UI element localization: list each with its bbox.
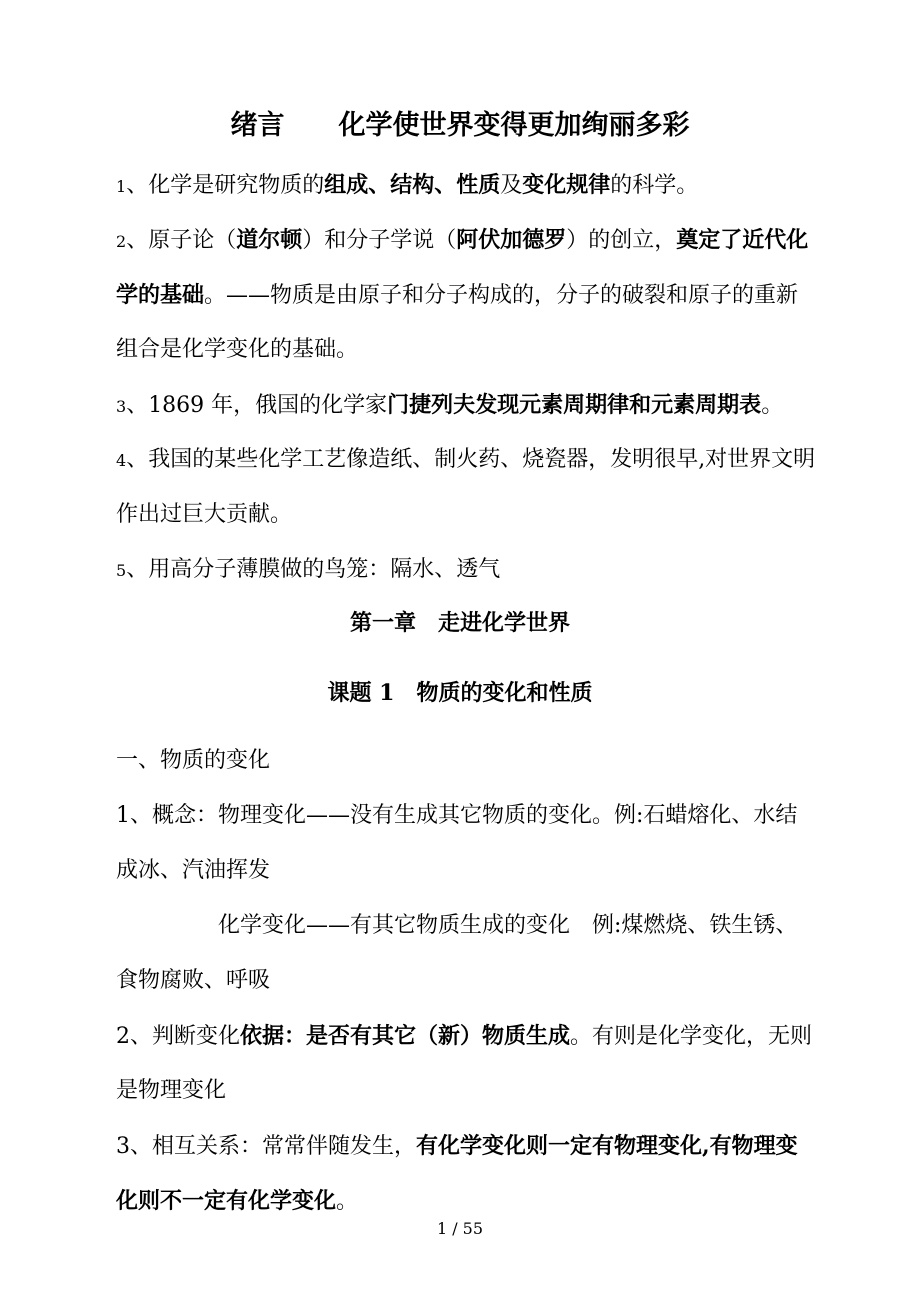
bold-text: 道尔顿 [236,227,303,253]
chapter-title: 第一章 走进化学世界 [349,610,570,636]
paragraph-1 [116,170,846,202]
relation-line-2 [116,1186,846,1217]
text: 。有则是化学变化，无则 [570,1024,813,1049]
text: 。 [761,393,784,418]
text: 。 [336,1189,359,1214]
paragraph-2-line-3: 组合是化学变化的基础。 [116,337,359,362]
text: 、1869 年，俄国的化学家 [126,393,388,418]
paragraph-5 [116,555,846,586]
lesson-title: 课题 1 物质的变化和性质 [327,680,593,706]
item-number: 3 [116,397,127,416]
bold-text: 有化学变化则一定有物理变化,有物理变 [416,1133,798,1159]
text: 、原子论（ [126,228,237,253]
bold-text: 阿伏加德罗 [456,227,567,253]
bold-text: 门捷列夫发现元素周期律和元素周期表 [387,392,762,418]
concept-line-3: 化学变化——有其它物质生成的变化 例:煤燃烧、铁生锈、 [218,913,798,938]
paragraph-4-line-2: 作出过巨大贡献。 [116,502,293,527]
text: 、用高分子薄膜做的鸟笼：隔水、透气 [126,557,501,582]
text: 及 [500,173,523,198]
relation-line-1 [116,1131,846,1162]
text: ）和分子学说（ [302,228,457,253]
item-number: 5 [116,561,127,580]
text: 的科学。 [610,173,699,198]
criterion-line-1 [116,1021,846,1052]
item-number: 2 [116,232,127,251]
bold-text: 奠定了近代化 [676,227,809,253]
text: 3、相互关系：常常伴随发生， [116,1134,416,1159]
text: 、化学是研究物质的 [126,173,325,198]
page-number: 1 / 55 [436,1219,484,1238]
paragraph-3 [116,390,846,422]
bold-text: 变化规律 [522,172,611,198]
text: 2、判断变化 [116,1024,240,1049]
bold-text: 化则不一定有化学变化 [116,1188,337,1214]
paragraph-2-line-1 [116,225,846,257]
text: 、我国的某些化学工艺像造纸、制火药、烧瓷器，发明很早,对世界文明 [126,447,816,472]
paragraph-2-line-2 [116,280,846,311]
concept-line-4: 食物腐败、呼吸 [116,968,271,993]
bold-text: 组成、结构、性质 [324,172,501,198]
text: 。——物质是由原子和分子构成的，分子的破裂和原子的重新 [204,283,799,308]
item-number: 1 [116,177,127,196]
section-heading: 一、物质的变化 [116,748,271,773]
bold-text: 依据：是否有其它（新）物质生成 [240,1023,571,1049]
bold-text: 学的基础 [116,282,205,308]
text: ）的创立， [566,228,677,253]
item-number: 4 [116,451,127,470]
concept-line-1: 1、概念：物理变化——没有生成其它物质的变化。例:石蜡熔化、水结 [116,803,798,828]
concept-line-2: 成冰、汽油挥发 [116,858,271,883]
paragraph-4-line-1 [116,445,846,476]
page-title: 绪言 化学使世界变得更加绚丽多彩 [230,110,690,141]
criterion-line-2: 是物理变化 [116,1078,227,1103]
